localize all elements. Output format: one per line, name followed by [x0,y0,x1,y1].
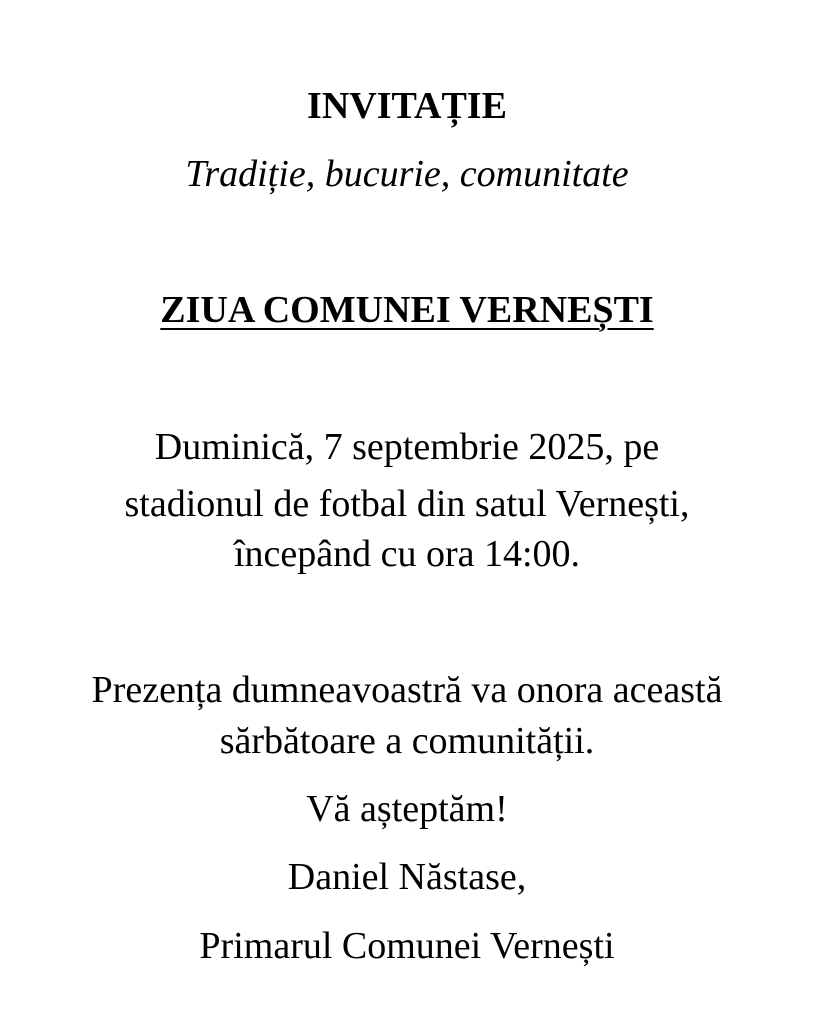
signature-role: Primarul Comunei Vernești [199,925,615,967]
presence-message-line: Prezența dumneavoastră va onora această [91,669,723,711]
signature-name: Daniel Năstase, [287,856,527,898]
welcome-text: Vă așteptăm! [306,788,508,830]
invitation-title: INVITAȚIE [307,85,507,127]
event-details-line: stadionul de fotbal din satul Vernești, [124,483,690,525]
invitation-tagline: Tradiție, bucurie, comunitate [185,153,629,195]
event-details-line: Duminică, 7 septembrie 2025, pe [154,426,660,468]
event-details-line: începând cu ora 14:00. [233,533,581,575]
event-name-heading: ZIUA COMUNEI VERNEȘTI [160,289,654,331]
presence-message-line: sărbătoare a comunității. [219,720,595,762]
